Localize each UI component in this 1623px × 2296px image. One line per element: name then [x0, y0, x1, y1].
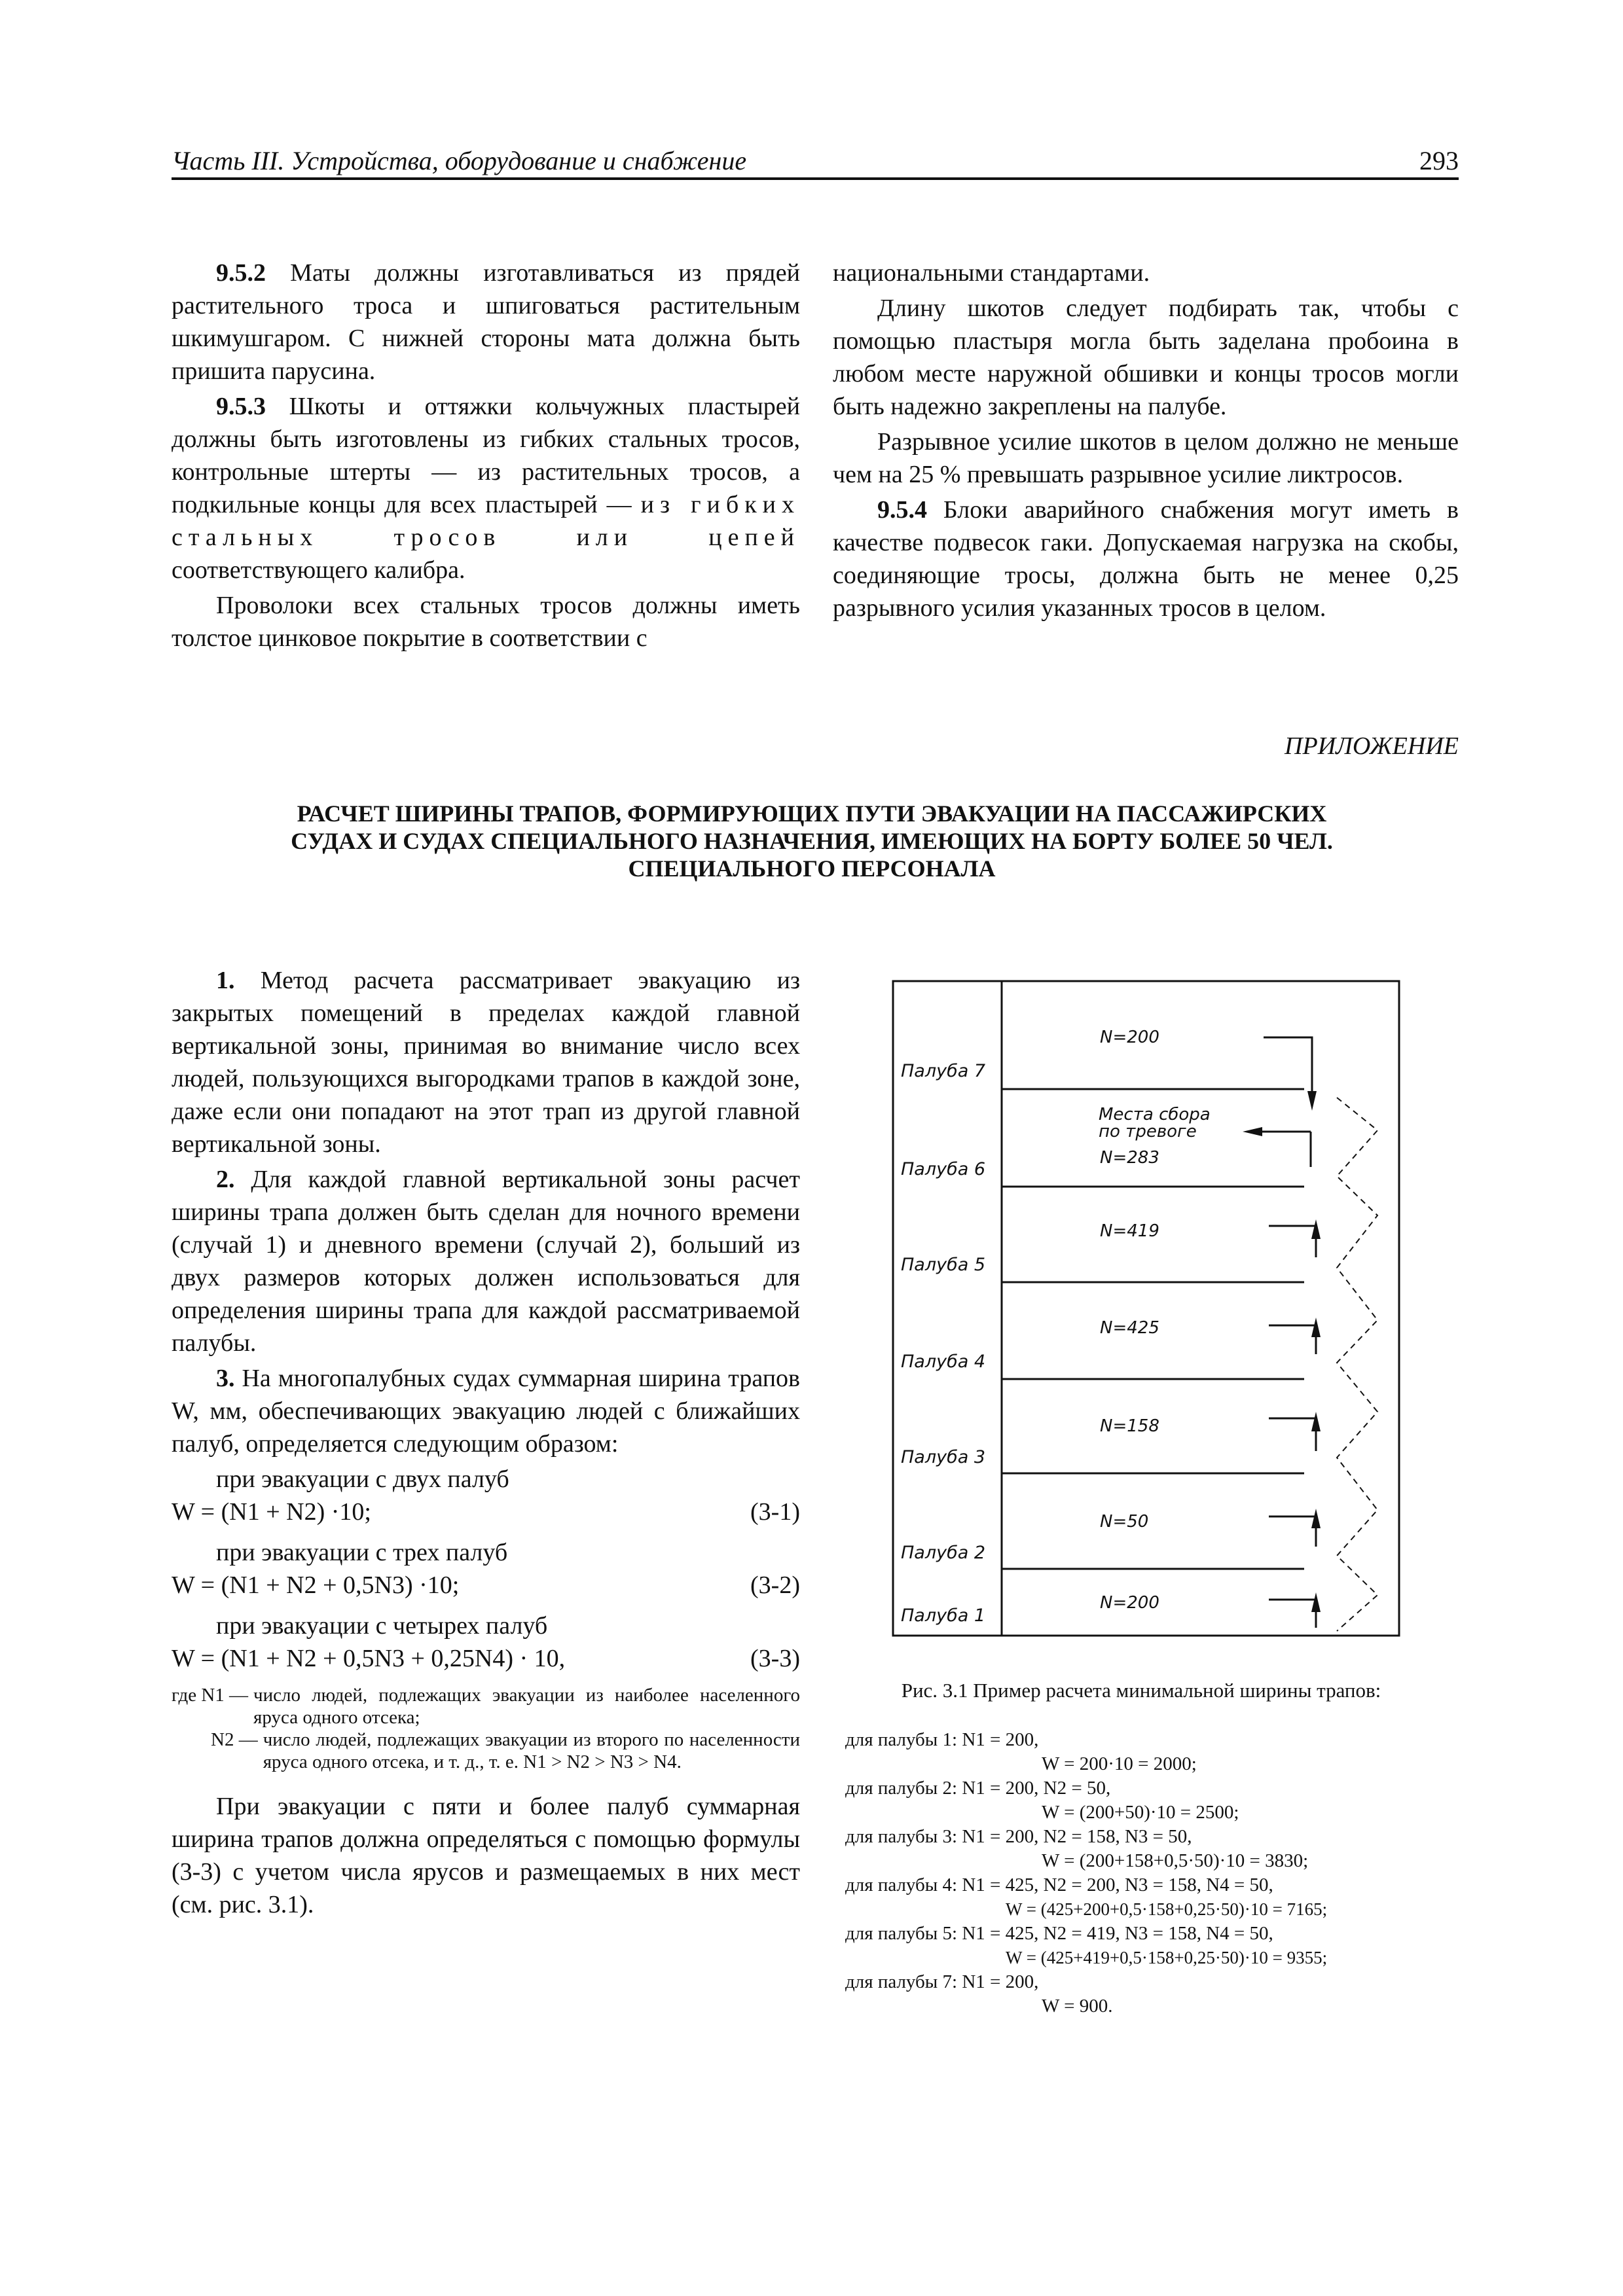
calc-line: для палубы 2: N1 = 200, N2 = 50,: [845, 1778, 1111, 1799]
title-line: СУДАХ И СУДАХ СПЕЦИАЛЬНОГО НАЗНАЧЕНИЯ, ИМЕЮЩИХ НА БОРТУ БОЛЕЕ 50 ЧЕЛ.: [291, 828, 1333, 854]
muster-label: по тревоге: [1099, 1122, 1197, 1141]
deck-label: Палуба 5: [901, 1255, 986, 1275]
calc-result: W = (200+50)·10 = 2500;: [1042, 1802, 1239, 1823]
arrow-head: [1311, 1592, 1321, 1612]
paragraph-continued: [833, 257, 1459, 289]
paragraph-9-5-2: [172, 257, 800, 387]
formula-number: (3-1): [750, 1498, 800, 1526]
evacuation-diagram: [892, 980, 1408, 1639]
calc-result: W = (425+200+0,5·158+0,25·50)·10 = 7165;: [1006, 1899, 1328, 1919]
paragraph-sheet-length: [833, 292, 1459, 423]
calc-result: W = (200+158+0,5·50)·10 = 3830;: [1042, 1850, 1309, 1871]
formula-3-2: [172, 1569, 800, 1604]
top-right-column: [833, 257, 1459, 624]
case-two-decks: при эвакуации с двух палуб: [216, 1465, 509, 1493]
appendix-label: ПРИЛОЖЕНИЕ: [1285, 732, 1459, 760]
deck-label: Палуба 7: [901, 1061, 986, 1081]
flow-arrow-deck-4: [1269, 1418, 1316, 1451]
paragraph-text: соответствующего калибра.: [172, 556, 465, 584]
paragraph-text: Маты должны изготавливаться из прядей растительного троса и шпиговаться растительным шкимушгаром. С нижней стороны мата должна быть пришита парусина.: [172, 259, 801, 385]
deck-label: Палуба 4: [901, 1352, 986, 1372]
paragraph-text: Длину шкотов следует подбирать так, чтобы с помощью пластыря могла быть заделана пробоина в любом месте наружной обшивки и концы тросов могли быть надежно закреплены на палубе.: [833, 295, 1459, 420]
arrow-head: [1243, 1127, 1262, 1136]
formula-notes: [172, 1684, 800, 1773]
deck-label: Палуба 3: [901, 1447, 986, 1467]
calc-result: W = (425+419+0,5·158+0,25·50)·10 = 9355;: [1006, 1948, 1328, 1967]
paragraph-3: [172, 1362, 800, 1460]
n-label: N=50: [1100, 1512, 1149, 1532]
section-number: 9.5.4: [877, 496, 927, 524]
paragraph-wires: [172, 589, 800, 655]
arrow-head: [1311, 1219, 1321, 1239]
formula: W = (N1 + N2) ·10;: [172, 1498, 371, 1526]
note-n2: [172, 1729, 800, 1773]
flow-arrow-deck-5: [1269, 1325, 1316, 1354]
formula: W = (N1 + N2 + 0,5N3) ·10;: [172, 1571, 460, 1599]
formula-number: (3-2): [750, 1571, 800, 1599]
calc-line: для палубы 4: N1 = 425, N2 = 200, N3 = 158, N4 = 50,: [845, 1874, 1273, 1895]
deck-label: Палуба 1: [901, 1605, 986, 1626]
deck-label: Палуба 6: [901, 1159, 986, 1179]
item-number: 1.: [216, 967, 235, 994]
calc-result: W = 200·10 = 2000;: [1042, 1753, 1197, 1774]
stairway-zigzag: [1337, 1098, 1377, 1631]
item-number: 2.: [216, 1166, 235, 1193]
item-number: 3.: [216, 1365, 235, 1392]
calc-line: для палубы 1: N1 = 200,: [845, 1729, 1039, 1750]
paragraph-text: Блоки аварийного снабжения могут иметь в качестве подвесок гаки. Допускаемая нагрузка на скобы, соединяющие тросы, должна быть не менее 0,25 разрывного усилия указанных тросов в целом.: [833, 496, 1459, 622]
n-label: N=425: [1100, 1318, 1159, 1338]
paragraph-text: Разрывное усилие шкотов в целом должно не меньше чем на 25 % превышать разрывное усилие ликтросов.: [833, 428, 1459, 488]
note-text: число людей, подлежащих эвакуации из второго по населенности яруса одного отсека, и т. д., т. е. N1 > N2 > N3 > N4.: [263, 1729, 800, 1772]
paragraph-text: Метод расчета рассматривает эвакуацию из закрытых помещений в пределах каждой главной вертикальной зоны, принимая во внимание число всех людей, пользующихся выгородками трапов в каждой зоне, даже если они попадают на этот трап из другой главной вертикальной зоны.: [172, 967, 801, 1158]
paragraph-text: На многопалубных судах суммарная ширина трапов W, мм, обеспечивающих эвакуацию людей с ближайших палуб, определяется следующим образом:: [172, 1365, 801, 1458]
title-line: СПЕЦИАЛЬНОГО ПЕРСОНАЛА: [628, 855, 996, 882]
arrow-head: [1307, 1091, 1317, 1111]
paragraph-text: Шкоты и оттяжки кольчужных пластырей должны быть изготовлены из гибких стальных тросов, контрольные штерты — из растительных тросов, а подкильные концы для всех пластырей —: [172, 393, 800, 518]
header-rule: [172, 177, 1459, 180]
top-left-column: [172, 257, 800, 655]
n-label: N=283: [1100, 1148, 1159, 1168]
case-three-decks: при эвакуации с трех палуб: [216, 1539, 508, 1566]
paragraph-text: национальными стандартами.: [833, 259, 1150, 287]
note-text: число людей, подлежащих эвакуации из наиболее населенного яруса одного отсека;: [253, 1685, 800, 1728]
spaced-text: из гибких стальных тросов или цепей: [172, 491, 800, 551]
page-number: 293: [1419, 146, 1459, 175]
arrow-head: [1311, 1318, 1321, 1337]
paragraph-five-decks: [172, 1790, 800, 1921]
n-label: N=200: [1100, 1593, 1159, 1613]
paragraph-2: [172, 1163, 800, 1359]
paragraph-breaking-force: [833, 425, 1459, 491]
case-four-decks: при эвакуации с четырех палуб: [216, 1612, 548, 1640]
n-label: N=158: [1100, 1416, 1159, 1436]
paragraph-9-5-4: [833, 493, 1459, 624]
paragraph-text: Проволоки всех стальных тросов должны иметь толстое цинковое покрытие в соответствии с: [172, 592, 800, 652]
appendix-title: [196, 800, 1427, 882]
formula: W = (N1 + N2 + 0,5N3 + 0,25N4) · 10,: [172, 1645, 566, 1672]
calc-result: W = 900.: [1042, 1996, 1113, 2017]
running-header-title: Часть III. Устройства, оборудование и снабжение: [172, 146, 747, 175]
note-n1: [172, 1684, 800, 1729]
section-number: 9.5.2: [216, 259, 266, 287]
flow-arrow-deck-2: [1269, 1600, 1316, 1628]
formula-number: (3-3): [750, 1645, 800, 1672]
n-label: N=419: [1100, 1221, 1159, 1241]
calc-line: для палубы 3: N1 = 200, N2 = 158, N3 = 50,: [845, 1826, 1192, 1847]
section-number: 9.5.3: [216, 393, 266, 420]
muster-label: Места сбора: [1099, 1105, 1211, 1124]
paragraph-text: При эвакуации с пяти и более палуб суммарная ширина трапов должна определяться с помощью формулы (3-3) с учетом числа ярусов и размещаемых в них мест (см. рис. 3.1).: [172, 1793, 800, 1918]
calc-line: для палубы 7: N1 = 200,: [845, 1971, 1039, 1992]
flow-arrow-deck-6: [1269, 1226, 1316, 1257]
note-key: N2 —: [211, 1729, 258, 1750]
calc-line: для палубы 5: N1 = 425, N2 = 419, N3 = 158, N4 = 50,: [845, 1923, 1273, 1944]
n-label: N=200: [1100, 1028, 1159, 1047]
arrow-head: [1311, 1412, 1321, 1431]
title-line: РАСЧЕТ ШИРИНЫ ТРАПОВ, ФОРМИРУЮЩИХ ПУТИ ЭВАКУАЦИИ НА ПАССАЖИРСКИХ: [297, 800, 1327, 827]
paragraph-9-5-3: [172, 390, 800, 586]
flow-arrow-deck-3: [1269, 1516, 1316, 1547]
note-key: где N1 —: [172, 1685, 249, 1706]
figure-caption: Рис. 3.1 Пример расчета минимальной ширины трапов:: [901, 1679, 1381, 1702]
arrow-head: [1311, 1509, 1321, 1528]
deck-label: Палуба 2: [901, 1543, 986, 1563]
bottom-left-column: [172, 964, 800, 1921]
formula-3-3: [172, 1642, 800, 1677]
formula-3-1: [172, 1496, 800, 1531]
calculation-list: [845, 1728, 1434, 2018]
paragraph-text: Для каждой главной вертикальной зоны расчет ширины трапа должен быть сделан для ночного времени (случай 1) и дневного времени (случай 2), больший из двух размеров которых должен использоваться для определения ширины трапа для каждой рассматриваемой палубы.: [172, 1166, 800, 1357]
paragraph-1: [172, 964, 800, 1160]
